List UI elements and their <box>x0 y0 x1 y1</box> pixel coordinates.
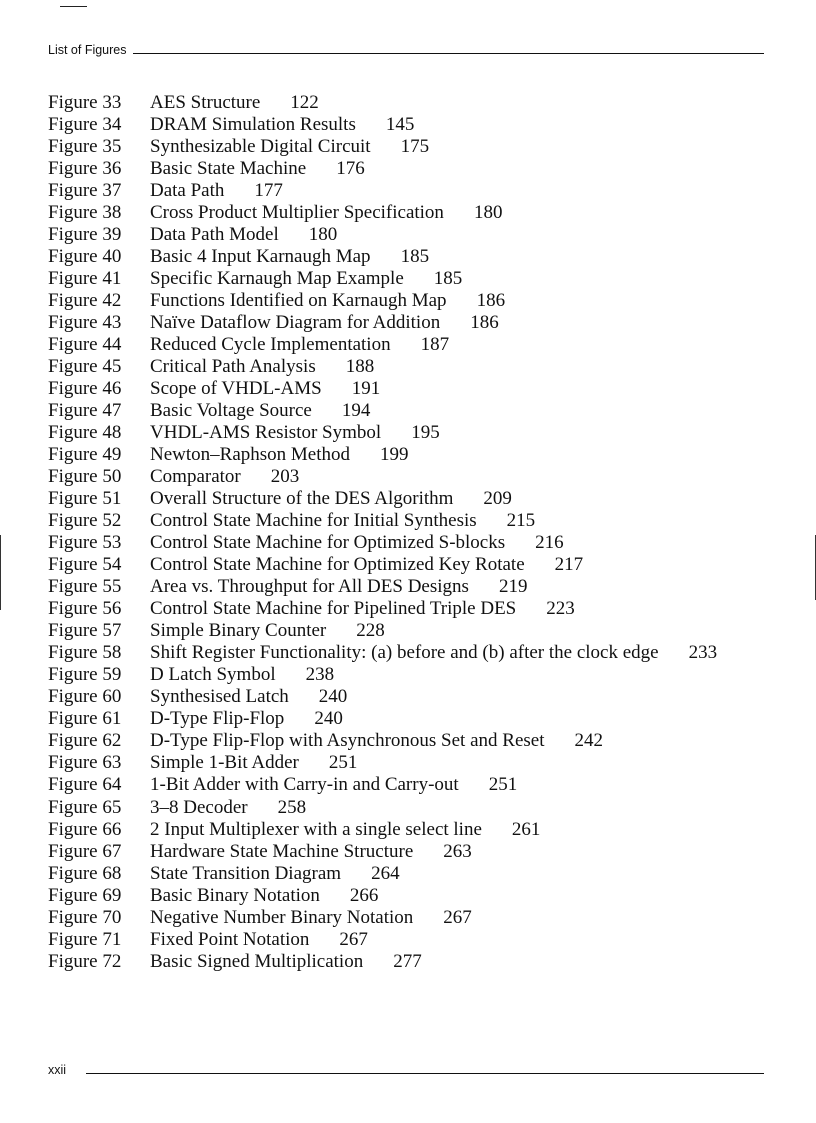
figure-number: Figure 57 <box>48 620 122 642</box>
figure-title: Area vs. Throughput for All DES Designs <box>150 576 469 598</box>
figure-number: Figure 34 <box>48 114 122 136</box>
figure-entry[interactable] <box>48 202 717 224</box>
figure-entry[interactable] <box>48 180 717 202</box>
figure-number: Figure 38 <box>48 202 122 224</box>
figure-number: Figure 33 <box>48 92 122 113</box>
figure-entry[interactable] <box>48 378 717 400</box>
figure-page: 199 <box>380 444 409 466</box>
figure-number: Figure 44 <box>48 334 122 356</box>
figure-number: Figure 45 <box>48 356 122 378</box>
figure-entry[interactable] <box>48 664 717 686</box>
figure-page: 266 <box>349 884 379 906</box>
page-number: xxii <box>48 1063 67 1077</box>
figure-page: 209 <box>483 488 512 510</box>
figure-entry[interactable] <box>48 929 717 951</box>
figure-title: Simple 1-Bit Adder <box>150 752 299 774</box>
figure-page: 186 <box>470 312 499 334</box>
figure-number: Figure 50 <box>48 466 122 488</box>
figure-title: Shift Register Functionality: (a) before and (b) after the clock edge <box>150 642 659 664</box>
figure-number: Figure 58 <box>48 642 122 664</box>
figure-entry[interactable] <box>48 334 717 356</box>
figure-page: 216 <box>535 532 564 554</box>
figure-title: State Transition Diagram <box>150 862 342 884</box>
figure-page: 251 <box>488 774 518 796</box>
figure-page: 264 <box>371 862 400 884</box>
figure-entry[interactable] <box>48 488 717 510</box>
figure-entry[interactable] <box>48 951 717 973</box>
figure-page: 185 <box>400 246 430 268</box>
figure-title: Control State Machine for Pipelined Triple DES <box>150 598 517 620</box>
figure-entry[interactable] <box>48 532 717 554</box>
figure-entry[interactable] <box>48 466 717 488</box>
figure-number: Figure 53 <box>48 532 122 554</box>
figure-number: Figure 71 <box>48 928 122 950</box>
figure-entry[interactable] <box>48 224 717 246</box>
figure-number: Figure 40 <box>48 246 122 268</box>
figure-entry[interactable] <box>48 686 717 708</box>
figure-title: Functions Identified on Karnaugh Map <box>150 290 447 312</box>
figure-entry[interactable] <box>48 841 717 863</box>
figure-title: Synthesizable Digital Circuit <box>150 136 371 158</box>
figure-number: Figure 65 <box>48 796 122 818</box>
figure-page: 191 <box>351 378 381 400</box>
figure-number: Figure 47 <box>48 400 122 422</box>
figure-entry[interactable] <box>48 819 717 841</box>
header-title: List of Figures <box>48 43 127 57</box>
figure-page: 195 <box>411 422 440 444</box>
figure-page: 180 <box>308 224 338 246</box>
figure-title: Control State Machine for Initial Synthesis <box>150 510 477 532</box>
figure-number: Figure 36 <box>48 158 122 180</box>
figure-entry[interactable] <box>48 268 717 290</box>
figure-number: Figure 37 <box>48 180 122 202</box>
figure-page: 240 <box>318 686 348 708</box>
figure-list <box>48 92 717 973</box>
figure-page: 217 <box>554 554 584 576</box>
figure-entry[interactable] <box>48 246 717 268</box>
figure-number: Figure 67 <box>48 840 122 862</box>
figure-number: Figure 60 <box>48 686 122 708</box>
figure-page: 242 <box>574 730 603 752</box>
figure-page: 251 <box>328 752 358 774</box>
figure-title: Newton–Raphson Method <box>150 444 351 466</box>
figure-title: Scope of VHDL-AMS <box>150 378 322 400</box>
figure-number: Figure 62 <box>48 730 122 752</box>
figure-title: DRAM Simulation Results <box>150 114 356 136</box>
figure-title: Synthesised Latch <box>150 686 289 708</box>
figure-page: 122 <box>290 92 319 113</box>
figure-number: Figure 54 <box>48 554 122 576</box>
figure-number: Figure 66 <box>48 818 122 840</box>
figure-page: 215 <box>506 510 536 532</box>
figure-entry[interactable] <box>48 730 717 752</box>
figure-page: 203 <box>270 466 300 488</box>
figure-entry[interactable] <box>48 863 717 885</box>
figure-title: 3–8 Decoder <box>150 796 248 818</box>
figure-page: 233 <box>688 642 718 664</box>
figure-title: Basic Binary Notation <box>150 884 320 906</box>
figure-number: Figure 68 <box>48 862 122 884</box>
figure-page: 145 <box>385 114 415 136</box>
figure-entry[interactable] <box>48 422 717 444</box>
figure-entry[interactable] <box>48 400 717 422</box>
figure-entry[interactable] <box>48 620 717 642</box>
figure-entry[interactable] <box>48 576 717 598</box>
figure-page: 219 <box>498 576 528 598</box>
margin-bar-left <box>0 535 1 610</box>
figure-title: Cross Product Multiplier Specification <box>150 202 444 224</box>
figure-number: Figure 48 <box>48 422 122 444</box>
figure-page: 261 <box>511 818 541 840</box>
crop-mark <box>60 6 87 7</box>
figure-entry[interactable] <box>48 598 717 620</box>
figure-entry[interactable] <box>48 312 717 334</box>
figure-entry[interactable] <box>48 885 717 907</box>
figure-entry[interactable] <box>48 356 717 378</box>
figure-number: Figure 64 <box>48 774 122 796</box>
figure-number: Figure 52 <box>48 510 122 532</box>
figure-entry[interactable] <box>48 136 717 158</box>
figure-title: Basic 4 Input Karnaugh Map <box>150 246 371 268</box>
figure-entry[interactable] <box>48 642 717 664</box>
figure-title: Reduced Cycle Implementation <box>150 334 391 356</box>
figure-entry[interactable] <box>48 554 717 576</box>
figure-page: 187 <box>420 334 450 356</box>
figure-title: Control State Machine for Optimized S-blocks <box>150 532 506 554</box>
figure-title: Control State Machine for Optimized Key Rotate <box>150 554 525 576</box>
figure-page: 277 <box>393 950 422 972</box>
figure-entry[interactable] <box>48 708 717 730</box>
figure-title: Fixed Point Notation <box>150 928 310 950</box>
figure-page: 258 <box>277 796 307 818</box>
figure-number: Figure 61 <box>48 708 122 730</box>
figure-page: 223 <box>546 598 575 620</box>
figure-page: 176 <box>336 158 365 180</box>
figure-title: 2 Input Multiplexer with a single select line <box>150 818 482 840</box>
figure-page: 240 <box>314 708 343 730</box>
figure-number: Figure 46 <box>48 378 122 400</box>
figure-title: Data Path <box>150 180 225 202</box>
figure-title: Basic Voltage Source <box>150 400 312 422</box>
running-header <box>48 43 764 57</box>
figure-page: 267 <box>339 928 368 950</box>
figure-page: 267 <box>443 906 472 928</box>
figure-entry[interactable] <box>48 774 717 796</box>
figure-number: Figure 49 <box>48 444 122 466</box>
figure-entry[interactable] <box>48 510 717 532</box>
figure-entry[interactable] <box>48 290 717 312</box>
figure-entry[interactable] <box>48 444 717 466</box>
figure-page: 180 <box>473 202 503 224</box>
figure-number: Figure 51 <box>48 488 122 510</box>
figure-page: 263 <box>443 840 472 862</box>
figure-title: Naïve Dataflow Diagram for Addition <box>150 312 441 334</box>
figure-number: Figure 69 <box>48 884 122 906</box>
figure-number: Figure 39 <box>48 224 122 246</box>
figure-title: Negative Number Binary Notation <box>150 906 414 928</box>
figure-number: Figure 41 <box>48 268 122 290</box>
figure-number: Figure 55 <box>48 576 122 598</box>
figure-title: D-Type Flip-Flop with Asynchronous Set and Reset <box>150 730 545 752</box>
figure-entry[interactable] <box>48 92 717 114</box>
figure-title: Hardware State Machine Structure <box>150 840 414 862</box>
figure-entry[interactable] <box>48 752 717 774</box>
figure-number: Figure 70 <box>48 906 122 928</box>
figure-title: AES Structure <box>150 92 261 113</box>
figure-page: 188 <box>345 356 375 378</box>
header-rule <box>133 53 764 55</box>
figure-title: Comparator <box>150 466 241 488</box>
figure-title: Simple Binary Counter <box>150 620 327 642</box>
footer-rule <box>86 1073 764 1075</box>
figure-page: 177 <box>254 180 283 202</box>
figure-title: Critical Path Analysis <box>150 356 316 378</box>
figure-page: 194 <box>341 400 371 422</box>
figure-number: Figure 56 <box>48 598 122 620</box>
figure-title: Specific Karnaugh Map Example <box>150 268 404 290</box>
figure-page: 185 <box>433 268 463 290</box>
figure-title: Data Path Model <box>150 224 279 246</box>
figure-page: 238 <box>305 664 335 686</box>
figure-entry[interactable] <box>48 907 717 929</box>
figure-number: Figure 43 <box>48 312 122 334</box>
figure-title: Overall Structure of the DES Algorithm <box>150 488 454 510</box>
figure-title: 1-Bit Adder with Carry-in and Carry-out <box>150 774 459 796</box>
figure-page: 175 <box>400 136 430 158</box>
figure-entry[interactable] <box>48 797 717 819</box>
figure-number: Figure 35 <box>48 136 122 158</box>
figure-page: 186 <box>476 290 506 312</box>
figure-number: Figure 63 <box>48 752 122 774</box>
figure-number: Figure 59 <box>48 664 122 686</box>
figure-entry[interactable] <box>48 158 717 180</box>
figure-title: Basic State Machine <box>150 158 307 180</box>
figure-number: Figure 42 <box>48 290 122 312</box>
figure-title: Basic Signed Multiplication <box>150 950 364 972</box>
figure-entry[interactable] <box>48 114 717 136</box>
figure-title: D-Type Flip-Flop <box>150 708 285 730</box>
figure-number: Figure 72 <box>48 950 122 972</box>
figure-title: D Latch Symbol <box>150 664 276 686</box>
figure-page: 228 <box>356 620 385 642</box>
running-footer <box>48 1063 764 1077</box>
figure-title: VHDL-AMS Resistor Symbol <box>150 422 382 444</box>
